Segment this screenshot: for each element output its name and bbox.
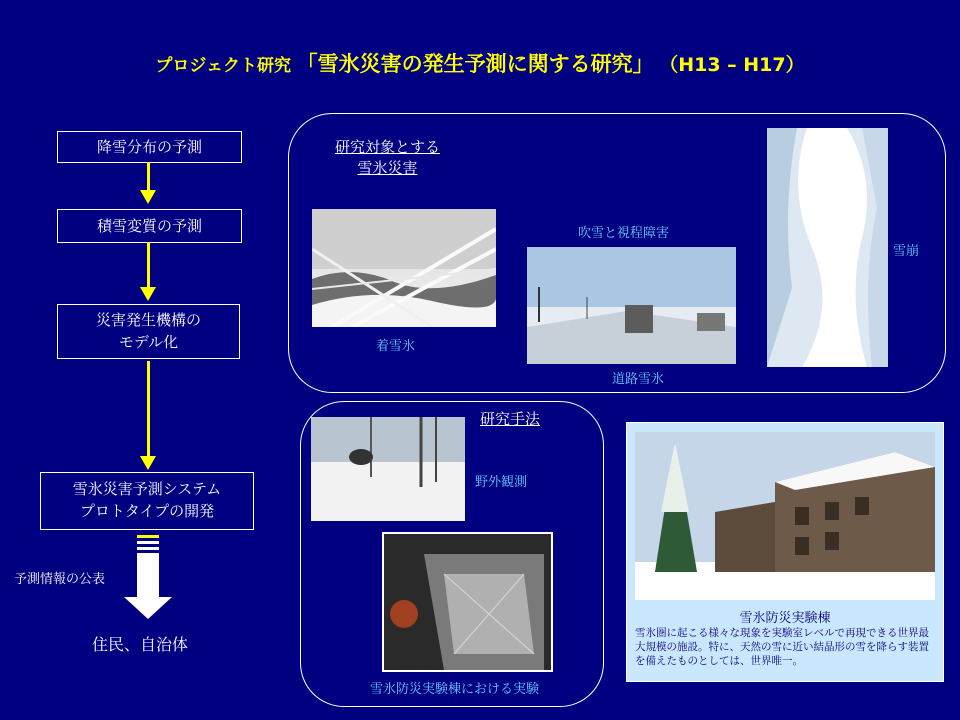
caption-field-observation: 野外観測 [475,475,528,490]
caption-avalanche: 雪崩 [893,244,920,259]
targets-heading: 研究対象とする 雪氷災害 [335,138,441,177]
flow-step-mechanism: 災害発生機構の モデル化 [57,304,240,359]
announce-label: 予測情報の公表 [14,572,106,587]
field-observation-photo [311,417,465,521]
road-snow-photo [527,247,736,364]
title-main: 「雪氷災害の発生予測に関する研究」 [296,52,654,76]
caption-icing: 着雪氷 [376,339,416,354]
flow-arrowhead-2 [140,287,156,301]
caption-road-snow: 道路雪氷 [612,372,665,387]
facility-photo [635,432,935,600]
caption-lab-experiment: 雪氷防災実験棟における実験 [370,682,540,697]
flow-arrowhead-1 [140,190,156,204]
flow-arrow-3 [147,361,150,457]
flow-step-snowfall: 降雪分布の予測 [57,131,242,163]
flow-arrow-2 [147,242,150,288]
facility-panel [626,422,944,682]
flow-arrowhead-3 [140,456,156,470]
avalanche-photo [767,128,888,367]
title-period: （H13 – H17） [659,54,805,76]
flow-step-snowpack: 積雪変質の予測 [57,209,242,243]
title-prefix: プロジェクト研究 [155,56,292,76]
caption-blowing-snow: 吹雪と視程障害 [578,226,670,241]
facility-description: 雪氷圏に起こる様々な現象を実験室レベルで再現できる世界最大規模の施設。特に、天然の雪に近い結晶形の雪を降らす装置を備えたものとしては、世界唯一。 [635,627,929,667]
icing-photo [312,209,496,327]
facility-title: 雪氷防災実験棟 [739,611,831,626]
audience-label: 住民、自治体 [92,635,189,654]
flow-step-prototype: 雪氷災害予測システム プロトタイプの開発 [40,472,254,530]
slide-title [0,48,960,78]
methods-heading: 研究手法 [480,410,541,428]
announce-arrow-icon [124,535,174,619]
flow-arrow-1 [147,162,150,192]
lab-experiment-photo [382,532,553,672]
